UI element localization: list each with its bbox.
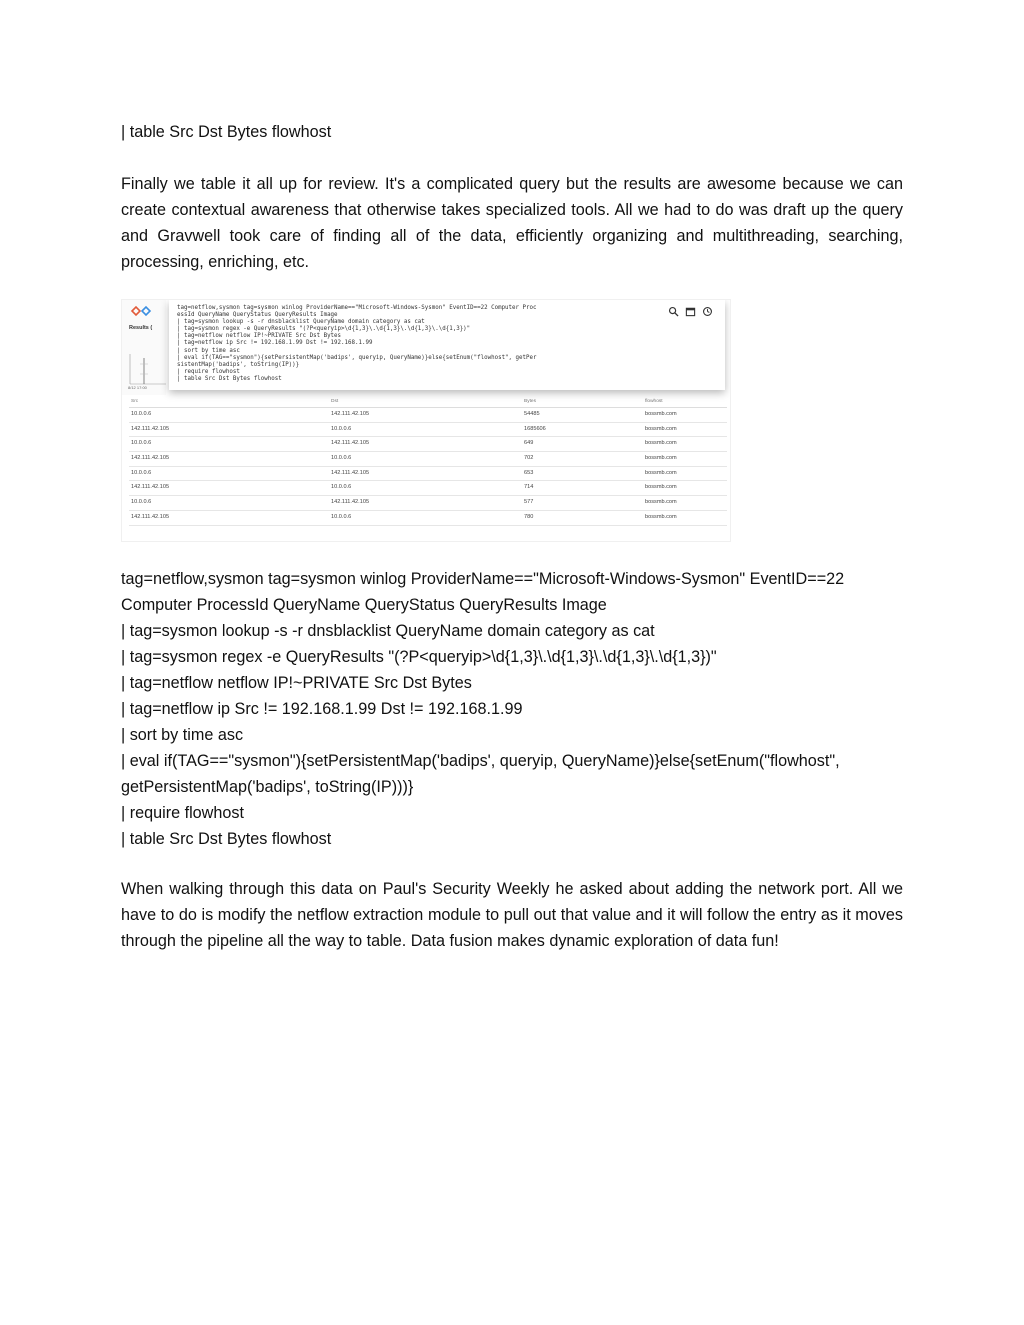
cell-dst: 142.111.42.105 [331,469,370,476]
table-row[interactable] [129,437,727,452]
cell-src: 10.0.0.6 [131,411,152,417]
table-row[interactable] [129,496,727,511]
closing-paragraph: When walking through this data on Paul's Security Weekly he asked about adding the network port. All we have to do is modify the netflow extraction module to pull out that value and it will follow the entry as it moves through the pipeline all the way to table. Data fusion makes dynamic exploration of data fun! [121,880,903,950]
cell-src: 142.111.42.105 [131,455,170,462]
query-editor-text[interactable] [177,305,657,383]
cell-flowhost: bossmb.com [645,513,677,520]
query-line: | tag=netflow ip Src != 192.168.1.99 Dst != 192.168.1.99 [121,700,523,718]
screenshot-sidebar [122,300,166,395]
query-code-block [121,566,903,852]
query-line: tag=netflow,sysmon tag=sysmon winlog ProviderName=="Microsoft-Windows-Sysmon" EventID==22 [121,570,845,588]
cell-src: 10.0.0.6 [131,499,152,506]
mini-chart-icon [126,350,166,390]
column-header-src[interactable]: Src [131,399,139,404]
query-editor-line: | require flowhost [177,368,240,375]
query-line: | eval if(TAG=="sysmon"){setPersistentMap('badips', queryip, QueryName)}else{setEnum("flowhost", [121,752,840,770]
cell-flowhost: bossmb.com [645,499,677,506]
table-row[interactable] [129,467,727,482]
query-line: | tag=sysmon lookup -s -r dnsblacklist QueryName domain category as cat [121,622,655,640]
query-editor-line: | tag=netflow netflow IP!~PRIVATE Src Dst Bytes [177,333,342,340]
cell-flowhost: bossmb.com [645,425,677,432]
cell-bytes: 653 [524,469,534,476]
query-line: | tag=netflow netflow IP!~PRIVATE Src Dst Bytes [121,674,472,692]
cell-flowhost: bossmb.com [645,440,677,447]
table-row[interactable] [129,423,727,438]
cell-dst: 142.111.42.105 [331,440,370,447]
table-header [129,398,727,408]
table-row[interactable] [129,481,727,496]
cell-dst: 142.111.42.105 [331,499,370,506]
column-header-bytes[interactable]: Bytes [524,399,536,404]
column-header-flowhost[interactable]: flowhost [645,399,663,404]
cell-flowhost: bossmb.com [645,469,677,476]
cell-bytes: 1685606 [524,425,546,432]
query-editor-line: tag=netflow,sysmon tag=sysmon winlog ProviderName=="Microsoft-Windows-Sysmon" EventID==22 Computer Proc [177,305,537,311]
query-editor-line: | tag=sysmon regex -e QueryResults "(?P<queryip>\d{1,3}\.\d{1,3}\.\d{1,3}\.\d{1,3})" [177,326,471,333]
cell-bytes: 54485 [524,411,540,417]
query-line: | tag=sysmon regex -e QueryResults "(?P<queryip>\d{1,3}\.\d{1,3}\.\d{1,3}\.\d{1,3})" [121,648,717,666]
cell-dst: 10.0.0.6 [331,425,352,432]
cell-src: 142.111.42.105 [131,513,170,520]
results-tab[interactable]: Results ( [129,325,153,331]
history-icon[interactable] [702,306,713,317]
query-line: getPersistentMap('badips', toString(IP)))} [121,778,414,796]
intro-paragraph: Finally we table it all up for review. It's a complicated query but the results are awesome because we can create contextual awareness that otherwise takes specialized tools. All we had to do was draft up the query and Gravwell took care of finding all of the data, efficiently organizing and multithreading, searching, processing, enriching, etc. [121,175,903,271]
query-toolbar [668,306,713,317]
query-editor-line: | sort by time asc [177,347,240,354]
query-line: Computer ProcessId QueryName QueryStatus QueryResults Image [121,596,607,614]
column-header-dst[interactable]: Dst [331,399,339,404]
cell-bytes: 714 [524,484,534,491]
cell-dst: 10.0.0.6 [331,513,352,520]
top-query-line: | table Src Dst Bytes flowhost [121,123,332,141]
cell-dst: 142.111.42.105 [331,411,370,417]
cell-bytes: 780 [524,513,534,520]
gravwell-screenshot [121,299,731,542]
search-icon[interactable] [668,306,679,317]
query-editor-line: | tag=netflow ip Src != 192.168.1.99 Dst != 192.168.1.99 [177,340,373,347]
query-editor-line: sistentMap('badips', toString(IP))} [177,361,300,368]
results-table [129,398,727,526]
cell-flowhost: bossmb.com [645,411,677,417]
query-editor-line: | tag=sysmon lookup -s -r dnsblacklist QueryName domain category as cat [177,319,425,326]
query-editor-popup[interactable] [169,300,725,390]
cell-dst: 10.0.0.6 [331,484,352,491]
table-body [129,408,727,526]
table-row[interactable] [129,511,727,526]
query-line: | sort by time asc [121,726,244,744]
table-row[interactable] [129,408,727,423]
cell-src: 10.0.0.6 [131,469,152,476]
cell-flowhost: bossmb.com [645,484,677,491]
query-line: | table Src Dst Bytes flowhost [121,830,332,848]
cell-flowhost: bossmb.com [645,455,677,462]
cell-dst: 10.0.0.6 [331,455,352,462]
cell-bytes: 702 [524,455,534,462]
mini-chart-date: 8/12 17:00 [128,385,147,390]
cell-src: 142.111.42.105 [131,425,170,432]
cell-bytes: 649 [524,440,534,447]
query-editor-line: | eval if(TAG=="sysmon"){setPersistentMap('badips', queryip, QueryName)}else{setEnum("flowhost", getPer [177,354,537,361]
query-line: | require flowhost [121,804,244,822]
query-editor-line: essId QueryName QueryStatus QueryResults Image [177,312,338,319]
query-editor-line: | table Src Dst Bytes flowhost [177,375,282,382]
table-row[interactable] [129,452,727,467]
calendar-icon[interactable] [685,306,696,317]
cell-src: 142.111.42.105 [131,484,170,491]
cell-bytes: 577 [524,499,534,506]
gravwell-logo-icon [130,305,152,317]
cell-src: 10.0.0.6 [131,440,152,447]
